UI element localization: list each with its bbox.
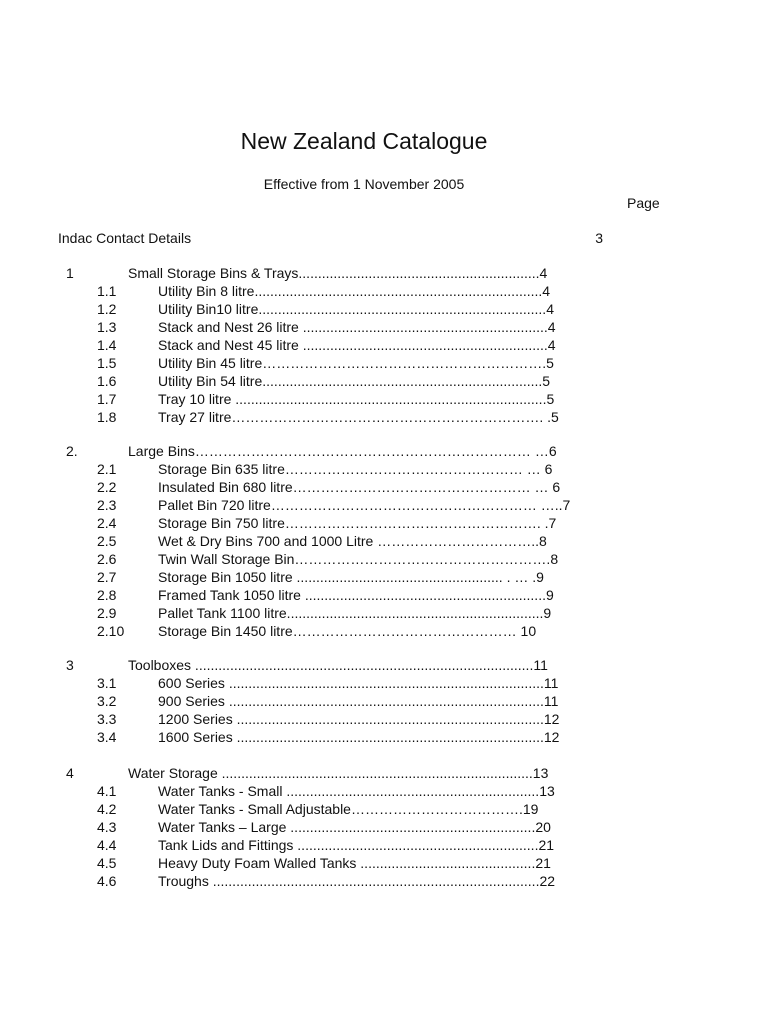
toc-item <box>0 336 768 354</box>
item-title: Tank Lids and Fittings ..............................................................21 <box>158 837 555 853</box>
item-number: 4.6 <box>97 873 117 889</box>
effective-date: Effective from 1 November 2005 <box>263 176 465 192</box>
item-number: 2.2 <box>97 479 117 495</box>
item-number: 1.3 <box>97 319 117 335</box>
item-title: 600 Series .................................................................................11 <box>158 675 559 691</box>
toc-item <box>0 818 768 836</box>
toc-item <box>0 478 768 496</box>
section-title: Small Storage Bins & Trays..............................................................4 <box>128 265 548 281</box>
item-number: 1.7 <box>97 391 117 407</box>
item-title: Tray 27 litre…………………………………………………………. .5 <box>158 409 559 425</box>
toc-item <box>0 872 768 890</box>
section-number: 3 <box>66 657 74 673</box>
toc-item <box>0 496 768 514</box>
item-title: Utility Bin 54 litre........................................................................5 <box>158 373 551 389</box>
item-number: 4.5 <box>97 855 117 871</box>
toc-item <box>0 550 768 568</box>
item-title: Wet & Dry Bins 700 and 1000 Litre ……………………………..8 <box>158 533 547 549</box>
item-title: Stack and Nest 45 litre ...............................................................4 <box>158 337 556 353</box>
item-title: Utility Bin10 litre..........................................................................4 <box>158 301 554 317</box>
item-number: 1.5 <box>97 355 117 371</box>
item-title: Storage Bin 635 litre…………………………………………… … 6 <box>158 461 553 477</box>
section-heading <box>0 656 768 674</box>
toc-item <box>0 674 768 692</box>
item-title: Water Tanks – Large ...............................................................20 <box>158 819 551 835</box>
section-number: 4 <box>66 765 74 781</box>
section-title: Water Storage ................................................................................13 <box>128 765 549 781</box>
item-number: 2.3 <box>97 497 117 513</box>
item-number: 3.2 <box>97 693 117 709</box>
toc-item <box>0 568 768 586</box>
item-number: 4.2 <box>97 801 117 817</box>
item-title: Utility Bin 8 litre..........................................................................4 <box>158 283 551 299</box>
toc-item <box>0 728 768 746</box>
toc-section <box>0 264 768 426</box>
item-number: 1.1 <box>97 283 117 299</box>
toc-item <box>0 800 768 818</box>
item-title: Heavy Duty Foam Walled Tanks .............................................21 <box>158 855 551 871</box>
item-title: Twin Wall Storage Bin……………………………………………….8 <box>158 551 559 567</box>
item-number: 1.2 <box>97 301 117 317</box>
item-number: 4.4 <box>97 837 117 853</box>
section-title: Large Bins……………………………………………………………… …6 <box>128 443 557 459</box>
toc-item <box>0 460 768 478</box>
toc-section <box>0 442 768 640</box>
page-column-header: Page <box>627 195 660 211</box>
item-number: 4.1 <box>97 783 117 799</box>
item-title: 1600 Series ...............................................................................12 <box>158 729 560 745</box>
toc-section <box>0 656 768 746</box>
toc-item <box>0 604 768 622</box>
section-heading <box>0 764 768 782</box>
toc-item <box>0 372 768 390</box>
item-title: Stack and Nest 26 litre ...............................................................4 <box>158 319 556 335</box>
document-title: New Zealand Catalogue <box>240 128 488 154</box>
toc-item <box>0 300 768 318</box>
toc-item <box>0 836 768 854</box>
toc-item <box>0 408 768 426</box>
item-title: Tray 10 litre ................................................................................5 <box>158 391 555 407</box>
contact-details-page: 3 <box>595 230 603 246</box>
item-title: Framed Tank 1050 litre ..............................................................9 <box>158 587 554 603</box>
toc-item <box>0 782 768 800</box>
toc-item <box>0 532 768 550</box>
section-heading <box>0 264 768 282</box>
section-title: Toolboxes .......................................................................................11 <box>128 657 548 673</box>
section-number: 2. <box>66 443 78 459</box>
toc-item <box>0 282 768 300</box>
item-number: 1.6 <box>97 373 117 389</box>
item-title: Utility Bin 45 litre…………………………………………………….5 <box>158 355 554 371</box>
toc-item <box>0 354 768 372</box>
contact-details-row <box>58 230 603 246</box>
item-number: 2.9 <box>97 605 117 621</box>
item-number: 2.6 <box>97 551 117 567</box>
item-title: Pallet Tank 1100 litre..................................................................9 <box>158 605 552 621</box>
item-title: 1200 Series ...............................................................................12 <box>158 711 560 727</box>
toc-item <box>0 710 768 728</box>
toc-item <box>0 692 768 710</box>
item-number: 3.1 <box>97 675 117 691</box>
item-number: 4.3 <box>97 819 117 835</box>
toc-item <box>0 586 768 604</box>
item-title: Water Tanks - Small .................................................................13 <box>158 783 555 799</box>
item-number: 2.4 <box>97 515 117 531</box>
item-title: Insulated Bin 680 litre…………………………………………… … 6 <box>158 479 561 495</box>
item-title: Storage Bin 1050 litre ..................................................... . … .9 <box>158 569 544 585</box>
toc-section <box>0 764 768 890</box>
toc-item <box>0 622 768 640</box>
item-number: 3.4 <box>97 729 117 745</box>
toc-item <box>0 854 768 872</box>
item-title: Storage Bin 750 litre………………………………………………. .7 <box>158 515 557 531</box>
item-title: Troughs ....................................................................................22 <box>158 873 556 889</box>
item-number: 2.5 <box>97 533 117 549</box>
item-title: Storage Bin 1450 litre………………………………………… 10 <box>158 623 537 639</box>
item-title: 900 Series .................................................................................11 <box>158 693 559 709</box>
toc-item <box>0 318 768 336</box>
item-number: 1.8 <box>97 409 117 425</box>
item-title: Water Tanks - Small Adjustable……………………………….19 <box>158 801 539 817</box>
item-number: 1.4 <box>97 337 117 353</box>
toc-item <box>0 390 768 408</box>
item-number: 2.10 <box>97 623 125 639</box>
section-number: 1 <box>66 265 74 281</box>
item-number: 2.1 <box>97 461 117 477</box>
section-heading <box>0 442 768 460</box>
item-number: 2.8 <box>97 587 117 603</box>
item-title: Pallet Bin 720 litre………………………………………………… …..7 <box>158 497 571 513</box>
item-number: 2.7 <box>97 569 117 585</box>
toc-item <box>0 514 768 532</box>
item-number: 3.3 <box>97 711 117 727</box>
contact-details-label: Indac Contact Details <box>58 230 192 246</box>
